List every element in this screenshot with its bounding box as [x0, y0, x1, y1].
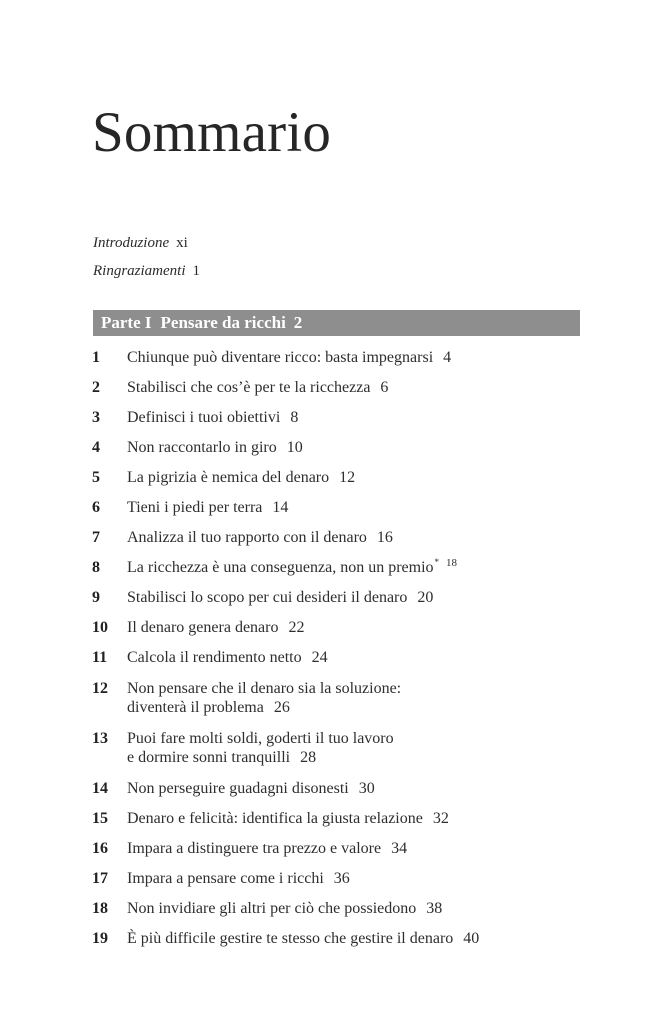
- chapter-title-line: Tieni i piedi per terra: [127, 499, 263, 516]
- chapter-page: 30: [358, 780, 375, 797]
- chapter-title-line: Stabilisci lo scopo per cui desideri il denaro: [127, 589, 408, 606]
- chapter-number: 3: [92, 409, 100, 426]
- front-matter-label: Introduzione: [93, 235, 170, 251]
- chapter-title-line: e dormire sonni tranquilli: [127, 749, 291, 766]
- front-matter-ringraziamenti: [93, 264, 200, 279]
- chapter-title: [127, 899, 577, 918]
- part-page: 2: [293, 313, 303, 332]
- chapter-number: 12: [92, 680, 108, 697]
- chapter-title-line: Puoi fare molti soldi, goderti il tuo lavoro: [127, 730, 394, 747]
- chapter-number: 2: [92, 379, 100, 396]
- chapter-title: [127, 438, 577, 457]
- chapter-title: [127, 348, 577, 367]
- chapter-title: [127, 648, 577, 667]
- chapter-title: [127, 809, 577, 828]
- part-label: Parte I: [101, 313, 152, 332]
- chapter-number: 14: [92, 780, 108, 797]
- chapter-page: 28: [300, 749, 317, 766]
- chapter-page: 4: [443, 349, 452, 366]
- chapter-page: 12: [339, 469, 356, 486]
- chapter-page: 22: [288, 619, 305, 636]
- chapter-title: [127, 408, 577, 427]
- chapter-title-line: È più difficile gestire te stesso che gestire il denaro: [127, 930, 454, 947]
- chapter-title-line: La pigrizia è nemica del denaro: [127, 469, 330, 486]
- chapter-number: 19: [92, 930, 108, 947]
- chapter-title-line: Denaro e felicità: identifica la giusta relazione: [127, 810, 423, 827]
- chapter-title: [127, 929, 577, 948]
- chapter-title: [127, 468, 577, 487]
- chapter-title-line: Il denaro genera denaro: [127, 619, 279, 636]
- chapter-page: 20: [417, 589, 434, 606]
- chapter-number: 16: [92, 840, 108, 857]
- chapter-page: 24: [311, 649, 328, 666]
- chapter-title-line: La ricchezza è una conseguenza, non un premio: [127, 559, 434, 576]
- front-matter-introduzione: [93, 236, 188, 251]
- chapter-page: 18: [446, 557, 458, 569]
- chapter-title-line: Stabilisci che cos’è per te la ricchezza: [127, 379, 371, 396]
- chapter-number: 5: [92, 469, 100, 486]
- chapter-number: 7: [92, 529, 100, 546]
- chapter-number: 6: [92, 499, 100, 516]
- chapter-title-line: Non perseguire guadagni disonesti: [127, 780, 349, 797]
- chapter-page: 36: [333, 870, 350, 887]
- chapter-page: 40: [463, 930, 480, 947]
- front-matter-page: xi: [176, 235, 188, 251]
- chapter-title: [127, 528, 577, 547]
- chapter-page: 26: [273, 699, 290, 716]
- chapter-title: [127, 839, 577, 858]
- chapter-number: 15: [92, 810, 108, 827]
- chapter-number: 11: [92, 649, 108, 666]
- front-matter-label: Ringraziamenti: [93, 263, 186, 279]
- chapter-number: 9: [92, 589, 100, 606]
- chapter-title: [127, 779, 577, 798]
- chapter-title: [127, 679, 577, 717]
- chapter-title-line: Definisci i tuoi obiettivi: [127, 409, 281, 426]
- chapter-title-line: Analizza il tuo rapporto con il denaro: [127, 529, 367, 546]
- chapter-title-line: Impara a distinguere tra prezzo e valore: [127, 840, 382, 857]
- chapter-page: 16: [376, 529, 393, 546]
- footnote-marker: *: [434, 557, 440, 567]
- front-matter-page: 1: [192, 263, 200, 279]
- chapter-title-line: diventerà il problema: [127, 699, 264, 716]
- chapter-page: 32: [432, 810, 449, 827]
- chapter-title-line: Calcola il rendimento netto: [127, 649, 302, 666]
- chapter-title: [127, 558, 577, 577]
- chapter-page: 8: [290, 409, 299, 426]
- chapter-title-line: Chiunque può diventare ricco: basta impegnarsi: [127, 349, 434, 366]
- chapter-title: [127, 498, 577, 517]
- chapter-page: 38: [426, 900, 443, 917]
- chapter-number: 13: [92, 730, 108, 747]
- chapter-page: 10: [286, 439, 303, 456]
- chapter-title: [127, 729, 577, 767]
- chapter-title: [127, 869, 577, 888]
- chapter-title-line: Non pensare che il denaro sia la soluzione:: [127, 680, 402, 697]
- chapter-number: 18: [92, 900, 108, 917]
- chapter-number: 1: [92, 349, 100, 366]
- chapter-page: 6: [380, 379, 389, 396]
- chapter-page: 14: [272, 499, 289, 516]
- part-title: Pensare da ricchi: [160, 313, 286, 332]
- page-title: Sommario: [92, 101, 332, 164]
- chapter-title: [127, 618, 577, 637]
- part-header: [93, 310, 580, 336]
- chapter-number: 10: [92, 619, 108, 636]
- chapter-title-line: Non raccontarlo in giro: [127, 439, 277, 456]
- chapter-title: [127, 588, 577, 607]
- chapter-title: [127, 378, 577, 397]
- chapter-number: 8: [92, 559, 100, 576]
- chapter-number: 17: [92, 870, 108, 887]
- chapter-number: 4: [92, 439, 100, 456]
- chapter-title-line: Non invidiare gli altri per ciò che possiedono: [127, 900, 417, 917]
- chapter-title-line: Impara a pensare come i ricchi: [127, 870, 324, 887]
- chapter-page: 34: [391, 840, 408, 857]
